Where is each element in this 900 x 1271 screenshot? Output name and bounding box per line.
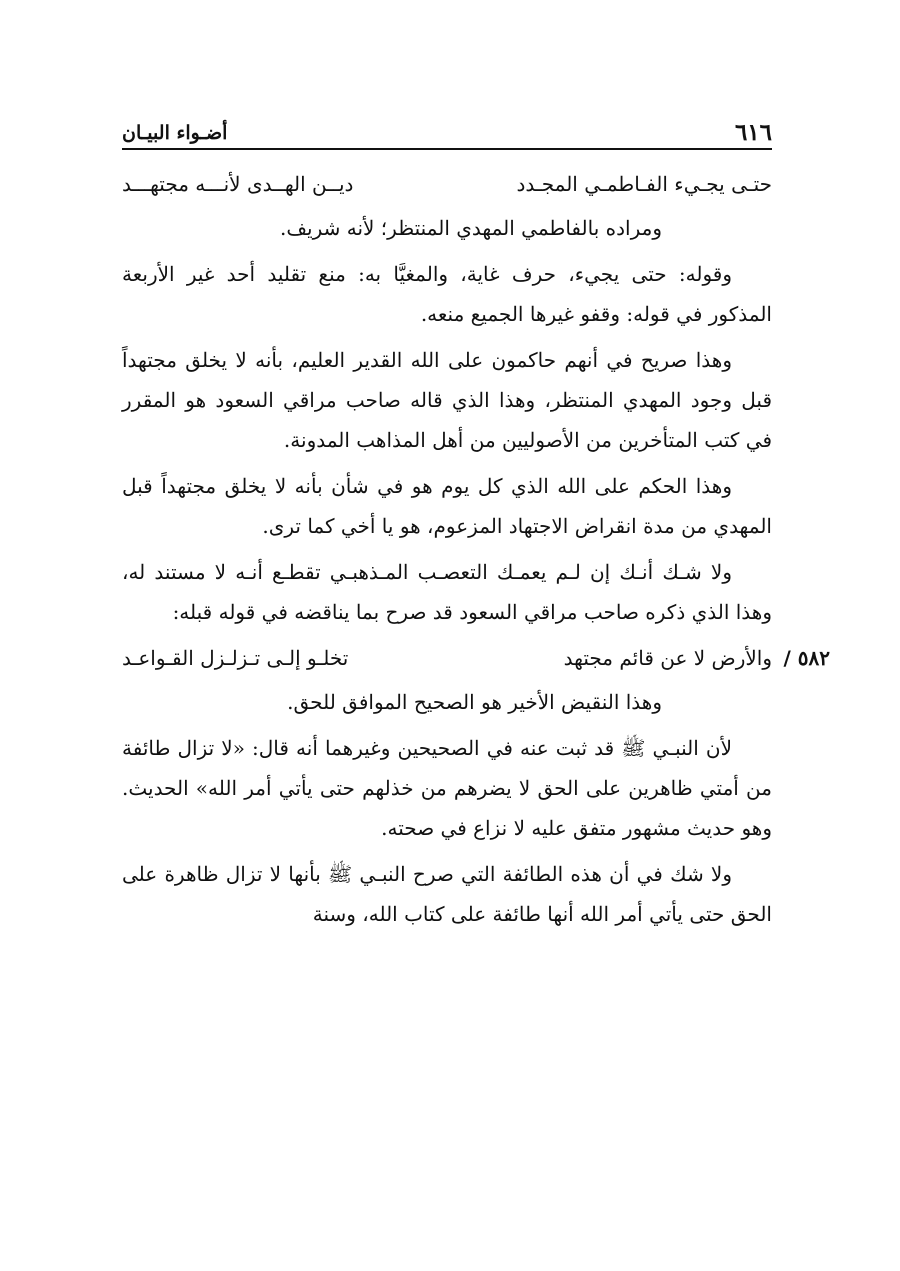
page-content (122, 164, 830, 934)
page-number: ٦١٦ (734, 119, 772, 146)
paragraph: وقوله: حتى يجيء، حرف غاية، والمغيَّا به: منع تقليد أحد غير الأربعة المذكور في قوله: وقفو غيرها الجميع منعه. (122, 262, 772, 326)
paragraph: لأن النبـي ﷺ قد ثبت عنه في الصحيحين وغيرهما أنه قال: «لا تزال طائفة من أمتي ظاهرين على الحق لا يضرهم من خذلهم حتى يأتي أمر الله» الحديث. وهو حديث مشهور متفق عليه لا نزاع في صحته. (122, 736, 772, 840)
verse-first-hemistich: حتـى يجـيء الفـاطمـي المجـدد (516, 172, 772, 196)
verse-line (122, 638, 772, 678)
verse-line (122, 164, 772, 204)
book-title: أضـواء البيـان (122, 122, 228, 144)
running-head (122, 108, 772, 150)
verse-second-hemistich: ديــن الهــدى لأنـــه مجتهـــد (122, 172, 354, 196)
verse-second-hemistich: تخلـو إلـى تـزلـزل القـواعـد (122, 646, 349, 670)
margin-page-reference: ٥٨٢ / (783, 646, 830, 670)
paragraph: وهذا النقيض الأخير هو الصحيح الموافق للحق. (287, 690, 662, 714)
verse-block (122, 638, 830, 678)
paragraph: ومراده بالفاطمي المهدي المنتظر؛ لأنه شريف. (279, 216, 662, 240)
paragraph: وهذا الحكم على الله الذي كل يوم هو في شأن بأنه لا يخلق مجتهداً قبل المهدي من مدة انقراض الاجتهاد المزعوم، هو يا أخي كما ترى. (122, 474, 772, 538)
book-page (122, 108, 830, 940)
paragraph: ولا شك في أن هذه الطائفة التي صرح النبـي ﷺ بأنها لا تزال ظاهرة على الحق حتى يأتي أمر الله أنها طائفة على كتاب الله، وسنة (122, 862, 772, 926)
verse-first-hemistich: والأرض لا عن قائم مجتهد (563, 646, 772, 670)
paragraph: وهذا صريح في أنهم حاكمون على الله القدير العليم، بأنه لا يخلق مجتهداً قبل وجود المهدي المنتظر، وهذا الذي قاله صاحب مراقي السعود هو المقرر في كتب المتأخرين من الأصوليين من أهل المذاهب المدونة. (122, 348, 772, 452)
paragraph: ولا شـك أنـك إن لـم يعمـك التعصـب المـذهبـي تقطـع أنـه لا مستند له، وهذا الذي ذكره صاحب مراقي السعود قد صرح بما يناقضه في قوله قبله: (122, 560, 772, 624)
